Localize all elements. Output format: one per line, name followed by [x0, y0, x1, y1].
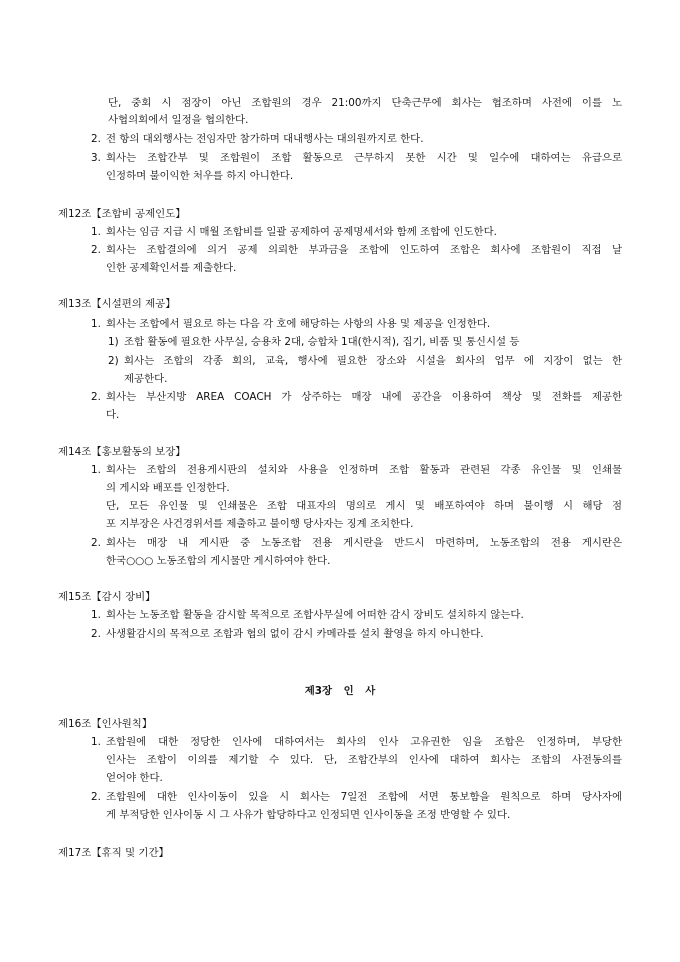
item-number: 1.	[91, 609, 101, 621]
list-item: 인사는 조합이 이의를 제기할 수 있다. 단, 조합간부의 인사에 대하여 회사는 조합의 사전동의를	[106, 754, 622, 766]
item-number: 1.	[91, 464, 101, 476]
list-item: 단, 모든 유인물 및 인쇄물은 조합 대표자의 명의로 게시 및 배포하여야 하며 불이행 시 해당 점	[106, 500, 622, 512]
list-item: 한국○○○ 노동조합의 게시물만 게시하여야 한다.	[106, 555, 331, 567]
subitem: 조합 활동에 필요한 사무실, 승용차 2대, 승합차 1대(한시적), 집기, 비품 및 통신시설 등	[124, 336, 520, 348]
item-number: 2.	[91, 244, 101, 256]
subitem-number: 2)	[108, 355, 119, 367]
item-number: 1.	[91, 226, 101, 238]
subitem-number: 1)	[108, 336, 119, 348]
list-item: 인정하며 불이익한 처우를 하지 아니한다.	[106, 170, 294, 182]
list-item: 게 부적당한 인사이동 시 그 사유가 합당하다고 인정되면 인사이동을 조정 반영할 수 있다.	[106, 809, 511, 821]
list-item: 조합원에 대한 정당한 인사에 대하여서는 회사의 인사 고유권한 임을 조합은 인정하며, 부당한	[106, 736, 622, 748]
article-title: 제15조【감시 장비】	[58, 591, 156, 603]
list-item: 조합원에 대한 인사이동이 있을 시 회사는 7일전 조합에 서면 통보함을 원칙으로 하며 당사자에	[106, 791, 622, 803]
item-number: 1.	[91, 318, 101, 330]
item-number: 2.	[91, 537, 101, 549]
item-number: 1.	[91, 736, 101, 748]
list-item: 회사는 매장 내 게시판 중 노동조합 전용 게시란을 반드시 마련하며, 노동조합의 전용 게시란은	[106, 537, 622, 549]
list-item: 인한 공제확인서를 제출한다.	[106, 262, 237, 274]
article-title: 제17조【휴직 및 기간】	[58, 847, 169, 859]
paragraph-line: 단, 중회 시 점장이 아닌 조합원의 경우 21:00까지 단축근무에 회사는 협조하며 사전에 이를 노	[108, 97, 622, 109]
list-item: 포 지부장은 사건경위서를 제출하고 불이행 당사자는 징계 조치한다.	[106, 518, 414, 530]
subitem: 제공한다.	[124, 373, 168, 385]
article-title: 제13조【시설편의 제공】	[58, 298, 176, 310]
item-number: 3.	[91, 152, 101, 164]
item-number: 2.	[91, 791, 101, 803]
list-item: 회사는 부산지방 AREA COACH 가 상주하는 매장 내에 공간을 이용하여 책상 및 전화를 제공한	[106, 391, 622, 403]
item-number: 2.	[91, 391, 101, 403]
list-item: 회사는 조합에서 필요로 하는 다음 각 호에 해당하는 사항의 사용 및 제공을 인정한다.	[106, 318, 491, 330]
list-item: 사생활감시의 목적으로 조합과 협의 없이 감시 카메라를 설치 촬영을 하지 아니한다.	[106, 628, 484, 640]
list-item: 회사는 임금 지급 시 매월 조합비를 일괄 공제하여 공제명세서와 함께 조합에 인도한다.	[106, 226, 497, 238]
list-item: 회사는 노동조합 활동을 감시할 목적으로 조합사무실에 어떠한 감시 장비도 설치하지 않는다.	[106, 609, 524, 621]
list-item: 의 게시와 배포를 인정한다.	[106, 482, 230, 494]
paragraph-line: 사협의회에서 일정을 협의한다.	[108, 114, 249, 126]
chapter-title: 제3장 인 사	[304, 685, 376, 697]
list-item: 회사는 조합간부 및 조합원이 조합 활동으로 근무하지 못한 시간 및 일수에 대하여는 유급으로	[106, 152, 622, 164]
article-title: 제12조【조합비 공제인도】	[58, 208, 186, 220]
item-number: 2.	[91, 133, 101, 145]
list-item: 다.	[106, 409, 120, 421]
list-item: 회사는 조합의 전용게시판의 설치와 사용을 인정하며 조합 활동과 관련된 각종 유인물 및 인쇄물	[106, 464, 622, 476]
article-title: 제14조【홍보활동의 보장】	[58, 446, 186, 458]
article-title: 제16조【인사원칙】	[58, 718, 153, 730]
list-item: 전 항의 대외행사는 전임자만 참가하며 대내행사는 대의원까지로 한다.	[106, 133, 424, 145]
list-item: 회사는 조합결의에 의거 공제 의뢰한 부과금을 조합에 인도하여 조합은 회사에 조합원이 직접 날	[106, 244, 622, 256]
item-number: 2.	[91, 628, 101, 640]
list-item: 얻어야 한다.	[106, 772, 163, 784]
subitem: 회사는 조합의 각종 회의, 교육, 행사에 필요한 장소와 시설을 회사의 업무 에 지장이 없는 한	[124, 355, 622, 367]
